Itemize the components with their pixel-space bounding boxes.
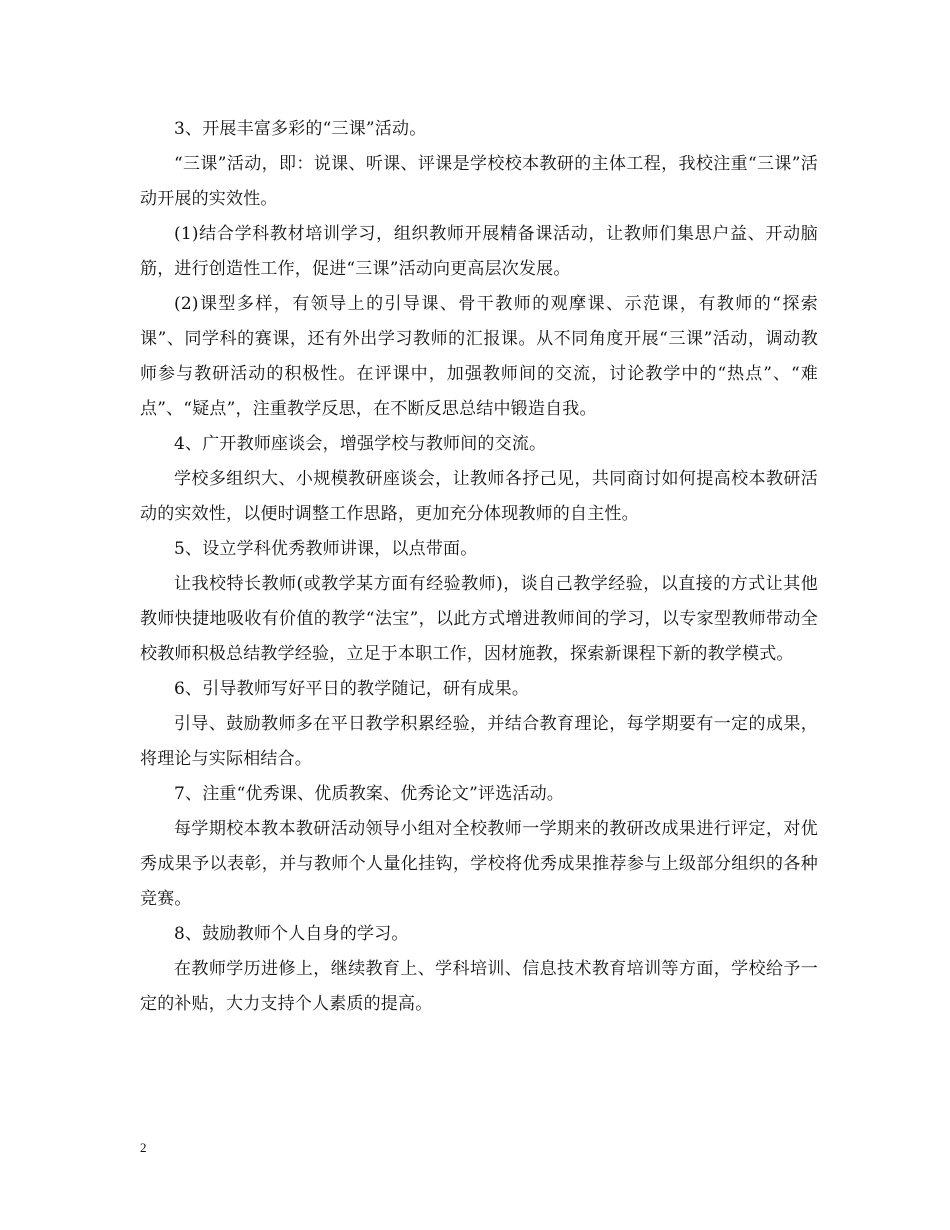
paragraph: 学校多组织大、小规模教研座谈会，让教师各抒己见，共同商讨如何提高校本教研活动的实效性，以便时调整工作思路，更加充分体现教师的自主性。 (140, 469, 818, 524)
heading-5: 5、设立学科优秀教师讲课，以点带面。 (174, 539, 478, 559)
paragraph: “三课”活动，即：说课、听课、评课是学校校本教研的主体工程，我校注重“三课”活动开展的实效性。 (140, 154, 818, 209)
heading-3: 3、开展丰富多彩的“三课”活动。 (174, 119, 427, 139)
heading-6: 6、引导教师写好平日的教学随记，研有成果。 (174, 679, 530, 699)
paragraph: (1)结合学科教材培训学习，组织教师开展精备课活动，让教师们集思户益、开动脑筋，进行创造性工作，促进“三课”活动向更高层次发展。 (140, 224, 818, 279)
paragraph: 每学期校本教本教研活动领导小组对全校教师一学期来的教研改成果进行评定，对优秀成果予以表彰，并与教师个人量化挂钩，学校将优秀成果推荐参与上级部分组织的各种竞赛。 (140, 819, 818, 909)
heading-7: 7、注重“优秀课、优质教案、优秀论文”评选活动。 (174, 784, 564, 804)
paragraph: 在教师学历进修上，继续教育上、学科培训、信息技术教育培训等方面，学校给予一定的补贴，大力支持个人素质的提高。 (140, 959, 818, 1014)
paragraph: (2)课型多样，有领导上的引导课、骨干教师的观摩课、示范课，有教师的“探索课”、同学科的赛课，还有外出学习教师的汇报课。从不同角度开展“三课”活动，调动教师参与教研活动的积极性。在评课中，加强教师间的交流，讨论教学中的“热点”、“难点”、“疑点”，注重教学反思，在不断反思总结中锻造自我。 (140, 294, 818, 419)
heading-8: 8、鼓励教师个人自身的学习。 (174, 924, 409, 944)
paragraph: 让我校特长教师(或教学某方面有经验教师)，谈自己教学经验，以直接的方式让其他教师快捷地吸收有价值的教学“法宝”，以此方式增进教师间的学习，以专家型教师带动全校教师积极总结教学经验，立足于本职工作，因材施教，探索新课程下新的教学模式。 (140, 574, 818, 664)
heading-4: 4、广开教师座谈会，增强学校与教师间的交流。 (174, 434, 547, 454)
document-body (140, 112, 818, 1022)
page-number: 2 (140, 1140, 147, 1155)
paragraph: 引导、鼓励教师多在平日教学积累经验，并结合教育理论，每学期要有一定的成果，将理论与实际相结合。 (140, 714, 818, 769)
